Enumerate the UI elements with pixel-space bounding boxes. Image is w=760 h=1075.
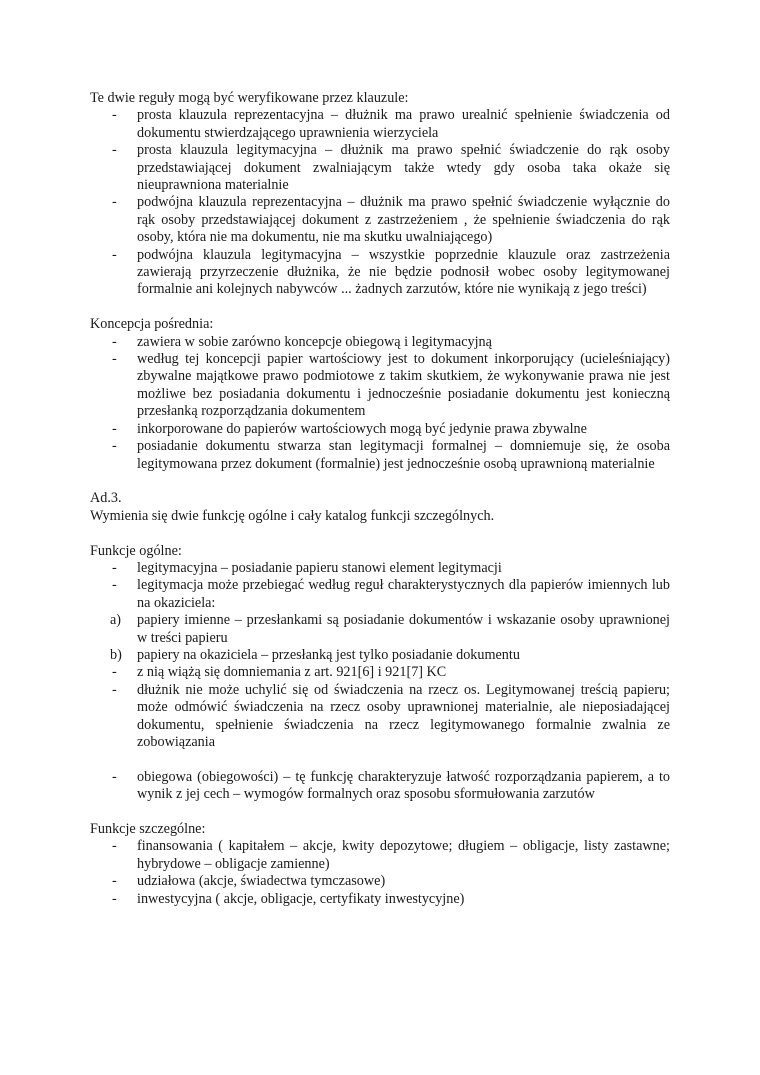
section-heading: Funkcje szczególne: <box>90 820 206 837</box>
section-klauzule <box>90 90 670 299</box>
list-item-text: dłużnik nie może uchylić się od świadczenia na rzecz os. Legitymowanej treścią papieru; może odmówić świadczenia na rzecz osoby uprawnionej materialnie, ale nieposiadającej dokumentu, spełnienie świadczenia na rzecz legitymowanego formalnie zwalnia ze zobowiązania <box>137 681 670 750</box>
document-page <box>90 90 670 908</box>
list-item <box>90 664 670 681</box>
list-item <box>90 194 670 246</box>
bullet-marker: - <box>112 351 117 368</box>
section-heading: Koncepcja pośrednia: <box>90 316 214 333</box>
paragraph-gap <box>90 299 670 316</box>
letter-marker: a) <box>110 612 122 629</box>
list-item-text: legitymacja może przebiegać według reguł charakterystycznych dla papierów imiennych lub na okaziciela: <box>137 577 670 611</box>
list-item-text: według tej koncepcji papier wartościowy jest to dokument inkorporujący (ucieleśniający) zbywalne majątkowe prawo podmiotowe z takim skutkiem, że wykonywanie prawa nie jest możliwe bez posiadania dokumentu i jednocześnie posiadanie dokumentu jest konieczną przesłanką rozporządzania dokumentem <box>137 351 670 420</box>
list-item-text: inwestycyjna ( akcje, obligacje, certyfikaty inwestycyjne) <box>137 890 465 907</box>
section-heading: Funkcje ogólne: <box>90 542 182 559</box>
bullet-marker: - <box>112 194 117 211</box>
bullet-marker: - <box>112 438 117 455</box>
paragraph-gap <box>90 525 670 542</box>
bullet-marker: - <box>112 890 117 907</box>
bullet-marker: - <box>112 681 117 698</box>
list-item-text: podwójna klauzula legitymacyjna – wszystkie poprzednie klauzule oraz zastrzeżenia zawierają przyrzeczenie dłużnika, że nie będzie podnosił wobec osoby legitymowanej formalnie ani kolejnych nabywców ... żadnych zarzutów, które nie wynikają z jego treści) <box>137 246 670 298</box>
bullet-marker: - <box>112 838 117 855</box>
list-item <box>90 612 670 647</box>
section-ad3 <box>90 490 670 525</box>
list-item <box>90 334 670 351</box>
list-item-text: papiery imienne – przesłankami są posiadanie dokumentów i wskazanie osoby uprawnionej w treści papieru <box>137 612 670 646</box>
bullet-marker: - <box>112 559 117 576</box>
list-item <box>90 769 670 804</box>
list-item-text: zawiera w sobie zarówno koncepcje obiegową i legitymacyjną <box>137 333 492 350</box>
paragraph-gap <box>90 473 670 490</box>
list-item <box>90 247 670 299</box>
list-item <box>90 838 670 873</box>
bullet-marker: - <box>112 768 117 785</box>
list-item <box>90 577 670 612</box>
section-koncepcja-posrednia <box>90 316 670 473</box>
section-funkcje-ogolne <box>90 543 670 804</box>
list-item <box>90 560 670 577</box>
funkcje-ogolne-list <box>90 560 670 804</box>
bullet-marker: - <box>112 142 117 159</box>
bullet-marker: - <box>112 664 117 681</box>
paragraph-gap <box>90 804 670 821</box>
klauzule-list <box>90 107 670 298</box>
koncepcja-list <box>90 334 670 473</box>
list-item-text: udziałowa (akcje, świadectwa tymczasowe) <box>137 873 386 890</box>
bullet-marker: - <box>112 107 117 124</box>
bullet-marker: - <box>112 420 117 437</box>
list-item <box>90 421 670 438</box>
list-item <box>90 351 670 421</box>
list-item-text: papiery na okaziciela – przesłanką jest tylko posiadanie dokumentu <box>137 646 520 663</box>
list-item <box>90 142 670 194</box>
list-item-text: obiegowa (obiegowości) – tę funkcję charakteryzuje łatwość rozporządzania papierem, a to wynik z jej cech – wymogów formalnych oraz sposobu sformułowania zarzutów <box>137 768 670 803</box>
list-item <box>90 873 670 890</box>
section-heading: Te dwie reguły mogą być weryfikowane przez klauzule: <box>90 90 409 106</box>
bullet-marker: - <box>112 333 117 350</box>
list-item-text: legitymacyjna – posiadanie papieru stanowi element legitymacji <box>137 559 502 576</box>
list-item <box>90 438 670 473</box>
paragraph-text: Wymienia się dwie funkcję ogólne i cały katalog funkcji szczególnych. <box>90 507 495 524</box>
list-item-text: prosta klauzula reprezentacyjna – dłużnik ma prawo urealnić spełnienie świadczenia od dokumentu stwierdzającego uprawnienia wierzyciela <box>137 107 670 141</box>
bullet-marker: - <box>112 246 117 263</box>
letter-marker: b) <box>110 646 122 663</box>
list-item <box>90 682 670 752</box>
funkcje-szczegolne-list <box>90 838 670 908</box>
section-funkcje-szczegolne <box>90 821 670 908</box>
bullet-marker: - <box>112 577 117 594</box>
list-item-text: z nią wiążą się domniemania z art. 921[6] i 921[7] KC <box>137 664 447 681</box>
section-heading: Ad.3. <box>90 490 122 507</box>
bullet-marker: - <box>112 873 117 890</box>
list-item-text: posiadanie dokumentu stwarza stan legitymacji formalnej – domniemuje się, że osoba legitymowana przez dokument (formalnie) jest jednocześnie osobą uprawnioną materialnie <box>137 438 670 472</box>
list-item-text: podwójna klauzula reprezentacyjna – dłużnik ma prawo spełnić świadczenie wyłącznie do rąk osoby przedstawiającej dokument z zastrzeżeniem , że spełnienie świadczenia do rąk osoby, która nie ma dokumentu, nie ma skutku uwalniającego) <box>137 194 670 246</box>
list-item-text: prosta klauzula legitymacyjna – dłużnik ma prawo spełnić świadczenie do rąk osoby przedstawiającej dokument zwalniającym także wtedy gdy osoba taka okaże się nieuprawniona materialnie <box>137 142 670 194</box>
list-item <box>90 647 670 664</box>
paragraph-gap <box>90 751 670 768</box>
list-item-text: finansowania ( kapitałem – akcje, kwity depozytowe; długiem – obligacje, listy zastawne; hybrydowe – obligacje zamienne) <box>137 838 670 872</box>
list-item <box>90 107 670 142</box>
list-item <box>90 891 670 908</box>
list-item-text: inkorporowane do papierów wartościowych mogą być jedynie prawa zbywalne <box>137 420 587 437</box>
